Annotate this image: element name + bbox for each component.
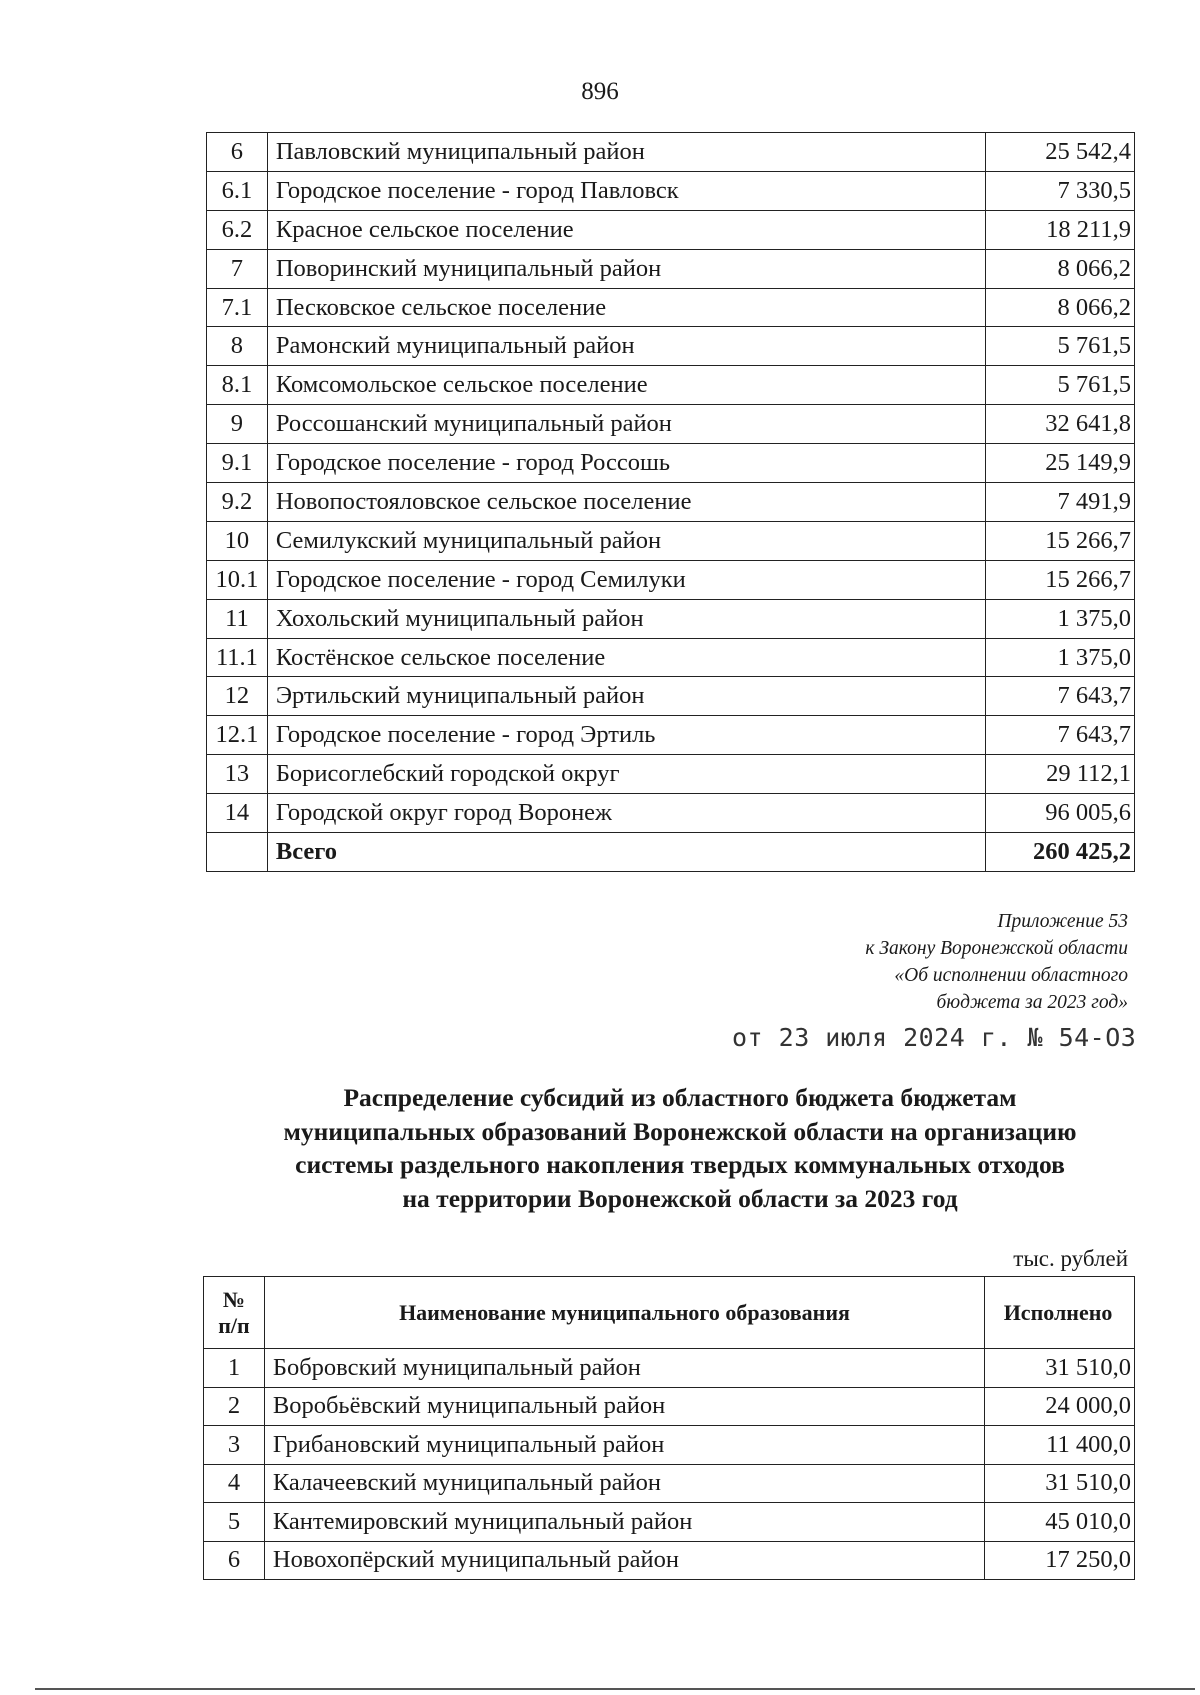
document-title — [150, 1081, 1200, 1215]
total-row — [207, 833, 1135, 872]
row-number: 12 — [207, 677, 268, 716]
row-name: Россошанский муниципальный район — [267, 405, 985, 444]
table-row — [207, 794, 1135, 833]
row-value: 8 066,2 — [985, 288, 1134, 327]
subsidy-table-continued — [206, 132, 1135, 872]
row-number: 6.2 — [207, 210, 268, 249]
row-number: 5 — [204, 1503, 265, 1542]
table-row — [207, 755, 1135, 794]
row-number: 9 — [207, 405, 268, 444]
table-row — [204, 1349, 1135, 1388]
row-name: Костёнское сельское поселение — [267, 638, 985, 677]
row-value: 7 643,7 — [985, 716, 1134, 755]
row-value: 31 510,0 — [985, 1464, 1135, 1503]
footer-divider — [35, 1688, 1195, 1690]
row-value: 5 761,5 — [985, 327, 1134, 366]
row-name: Комсомольское сельское поселение — [267, 366, 985, 405]
row-name: Городское поселение - город Эртиль — [267, 716, 985, 755]
row-number: 2 — [204, 1387, 265, 1426]
header-value: Исполнено — [985, 1277, 1135, 1349]
table-row — [207, 171, 1135, 210]
header-name: Наименование муниципального образования — [264, 1277, 984, 1349]
row-name: Семилукский муниципальный район — [267, 521, 985, 560]
waste-subsidy-table-body — [204, 1349, 1135, 1580]
title-line-2: муниципальных образований Воронежской области на организацию — [283, 1116, 1077, 1146]
row-value: 15 266,7 — [985, 560, 1134, 599]
row-name: Красное сельское поселение — [267, 210, 985, 249]
row-number: 12.1 — [207, 716, 268, 755]
row-name: Борисоглебский городской округ — [267, 755, 985, 794]
table-row — [207, 677, 1135, 716]
row-number: 6 — [207, 133, 268, 172]
row-value: 24 000,0 — [985, 1387, 1135, 1426]
row-value: 15 266,7 — [985, 521, 1134, 560]
row-number: 9.1 — [207, 444, 268, 483]
row-number: 14 — [207, 794, 268, 833]
appendix-heading — [865, 908, 1128, 1016]
row-number: 6 — [204, 1541, 265, 1580]
row-name: Городской округ город Воронеж — [267, 794, 985, 833]
row-number: 9.2 — [207, 483, 268, 522]
title-line-1: Распределение субсидий из областного бюджета бюджетам — [343, 1083, 1017, 1112]
row-value: 5 761,5 — [985, 366, 1134, 405]
row-value: 45 010,0 — [985, 1503, 1135, 1542]
row-value: 17 250,0 — [985, 1541, 1135, 1580]
subsidy-table-continued-body — [207, 133, 1135, 872]
total-name: Всего — [267, 833, 985, 872]
row-value: 8 066,2 — [985, 249, 1134, 288]
table-row — [207, 249, 1135, 288]
row-number: 11.1 — [207, 638, 268, 677]
row-number: 10 — [207, 521, 268, 560]
row-name: Бобровский муниципальный район — [264, 1349, 984, 1388]
header-num-line-2: п/п — [218, 1312, 250, 1338]
row-number: 11 — [207, 599, 268, 638]
table-row — [207, 405, 1135, 444]
row-name: Городское поселение - город Россошь — [267, 444, 985, 483]
row-value: 7 643,7 — [985, 677, 1134, 716]
total-value: 260 425,2 — [985, 833, 1134, 872]
row-number: 8 — [207, 327, 268, 366]
row-value: 29 112,1 — [985, 755, 1134, 794]
row-value: 1 375,0 — [985, 638, 1134, 677]
table-row — [207, 638, 1135, 677]
table-row — [204, 1464, 1135, 1503]
appendix-line-2: к Закону Воронежской области — [865, 938, 1128, 959]
row-number: 7.1 — [207, 288, 268, 327]
row-number: 10.1 — [207, 560, 268, 599]
title-line-3: системы раздельного накопления твердых коммунальных отходов — [295, 1150, 1065, 1179]
row-value: 96 005,6 — [985, 794, 1134, 833]
row-value: 18 211,9 — [985, 210, 1134, 249]
row-name: Песковское сельское поселение — [267, 288, 985, 327]
table-row — [207, 716, 1135, 755]
row-number: 7 — [207, 249, 268, 288]
row-name: Эртильский муниципальный район — [267, 677, 985, 716]
row-value: 7 330,5 — [985, 171, 1134, 210]
table-row — [204, 1541, 1135, 1580]
waste-subsidy-table — [203, 1276, 1135, 1580]
appendix-line-3: «Об исполнении областного — [894, 965, 1128, 986]
row-name: Грибановский муниципальный район — [264, 1426, 984, 1465]
table-row — [207, 599, 1135, 638]
row-name: Новопостояловское сельское поселение — [267, 483, 985, 522]
page-number: 896 — [581, 78, 619, 105]
units-label: тыс. рублей — [1013, 1246, 1128, 1271]
row-number: 4 — [204, 1464, 265, 1503]
row-name: Кантемировский муниципальный район — [264, 1503, 984, 1542]
header-row — [204, 1277, 1135, 1349]
row-name: Новохопёрский муниципальный район — [264, 1541, 984, 1580]
table-row — [207, 327, 1135, 366]
title-line-4: на территории Воронежской области за 2023 год — [402, 1183, 958, 1213]
row-name: Павловский муниципальный район — [267, 133, 985, 172]
appendix-line-1: Приложение 53 — [997, 911, 1128, 932]
row-value: 25 542,4 — [985, 133, 1134, 172]
row-number: 3 — [204, 1426, 265, 1465]
waste-subsidy-table-header — [204, 1277, 1135, 1349]
table-row — [207, 288, 1135, 327]
table-row — [207, 366, 1135, 405]
row-name: Рамонский муниципальный район — [267, 327, 985, 366]
row-value: 25 149,9 — [985, 444, 1134, 483]
row-number: 8.1 — [207, 366, 268, 405]
table-row — [204, 1387, 1135, 1426]
row-name: Поворинский муниципальный район — [267, 249, 985, 288]
row-value: 1 375,0 — [985, 599, 1134, 638]
row-value: 31 510,0 — [985, 1349, 1135, 1388]
table-row — [207, 444, 1135, 483]
row-number: 6.1 — [207, 171, 268, 210]
row-number: 13 — [207, 755, 268, 794]
row-name: Калачеевский муниципальный район — [264, 1464, 984, 1503]
row-name: Хохольский муниципальный район — [267, 599, 985, 638]
law-date-stamp: от 23 июля 2024 г. № 54-ОЗ — [732, 1023, 1137, 1052]
table-row — [207, 210, 1135, 249]
appendix-line-4: бюджета за 2023 год» — [936, 992, 1128, 1013]
row-number: 1 — [204, 1349, 265, 1388]
table-row — [207, 521, 1135, 560]
row-value: 7 491,9 — [985, 483, 1134, 522]
row-value: 32 641,8 — [985, 405, 1134, 444]
table-row — [204, 1426, 1135, 1465]
row-value: 11 400,0 — [985, 1426, 1135, 1465]
row-name: Городское поселение - город Павловск — [267, 171, 985, 210]
header-num-line-1: № — [222, 1286, 245, 1312]
row-name: Воробьёвский муниципальный район — [264, 1387, 984, 1426]
total-num — [207, 833, 268, 872]
table-row — [207, 483, 1135, 522]
table-row — [207, 133, 1135, 172]
table-row — [204, 1503, 1135, 1542]
header-num — [204, 1277, 265, 1349]
table-row — [207, 560, 1135, 599]
row-name: Городское поселение - город Семилуки — [267, 560, 985, 599]
